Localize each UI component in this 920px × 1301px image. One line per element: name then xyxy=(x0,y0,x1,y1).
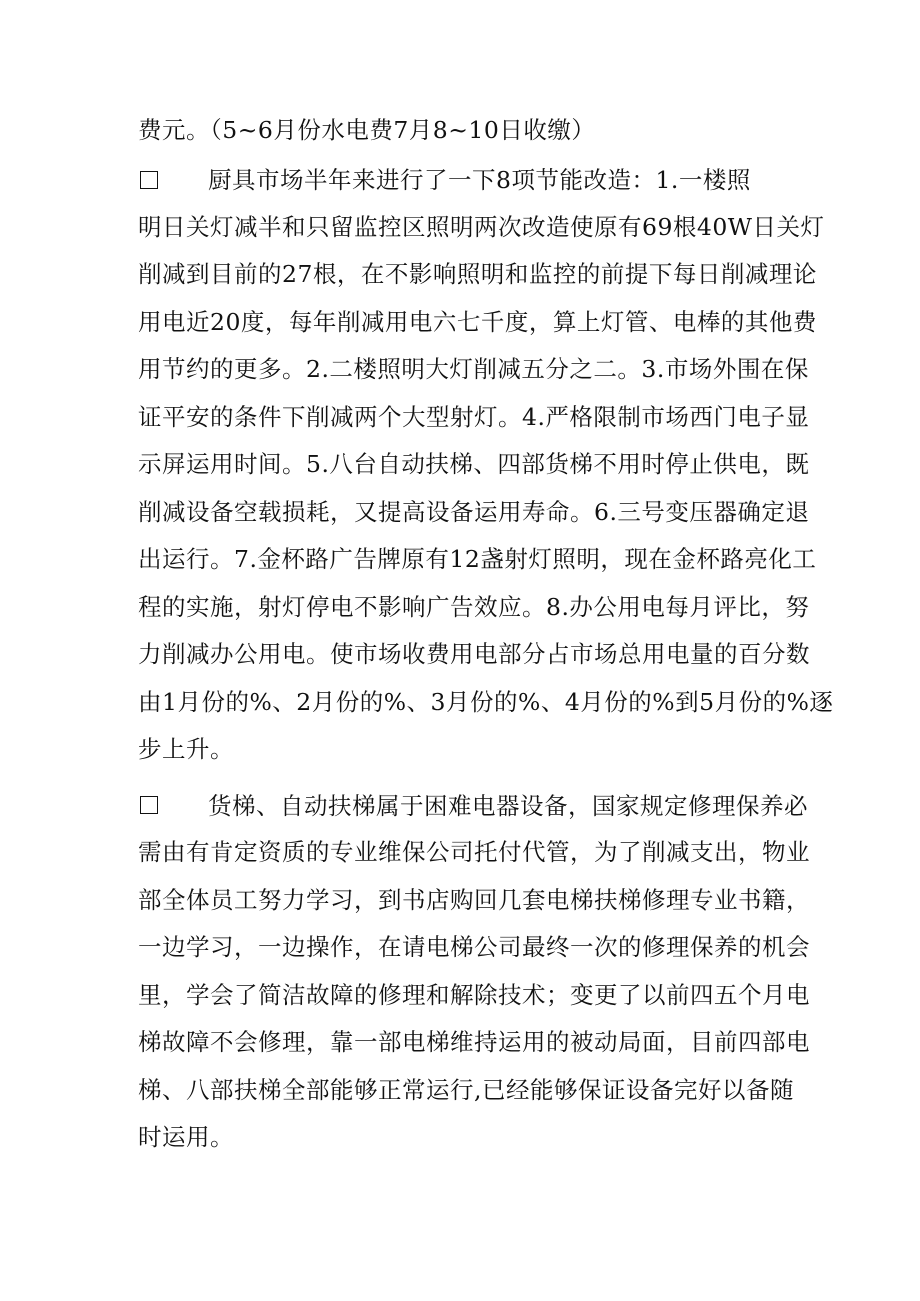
paragraph-2-line: 需由有肯定资质的专业维保公司托付代管，为了削减支出，物业 xyxy=(138,838,810,866)
checkbox-paragraph-1[interactable] xyxy=(140,171,158,189)
paragraph-1-line: 削减设备空载损耗，又提高设备运用寿命。6.三号变压器确定退 xyxy=(138,498,810,526)
paragraph-1-line: 用电近20度，每年削减用电六七千度，算上灯管、电棒的其他费 xyxy=(138,308,817,336)
paragraph-1-line: 削减到目前的27根，在不影响照明和监控的前提下每日削减理论 xyxy=(138,260,817,288)
paragraph-1-line: 明日关灯减半和只留监控区照明两次改造使原有69根40W日关灯 xyxy=(138,213,825,241)
paragraph-2-line: 梯、八部扶梯全部能够正常运行,已经能够保证设备完好以备随 xyxy=(138,1076,794,1104)
checkbox-paragraph-2[interactable] xyxy=(140,796,158,814)
paragraph-1-line: 示屏运用时间。5.八台自动扶梯、四部货梯不用时停止供电，既 xyxy=(138,450,810,478)
paragraph-2-line: 里，学会了简洁故障的修理和解除技术；变更了以前四五个月电 xyxy=(138,981,810,1009)
paragraph-1-line: 用节约的更多。2.二楼照明大灯削减五分之二。3.市场外围在保 xyxy=(138,355,809,383)
paragraph-1-line: 证平安的条件下削减两个大型射灯。4.严格限制市场西门电子显 xyxy=(138,403,810,431)
paragraph-1-first-line: 厨具市场半年来进行了一下8项节能改造：1.一楼照 xyxy=(208,166,751,194)
paragraph-1-line: 力削减办公用电。使市场收费用电部分占市场总用电量的百分数 xyxy=(138,640,810,668)
paragraph-2-first-line: 货梯、自动扶梯属于困难电器设备，国家规定修理保养必 xyxy=(208,792,808,820)
paragraph-2-line: 时运用。 xyxy=(138,1123,234,1151)
paragraph-1-line: 由1月份的%、2月份的%、3月份的%、4月份的%到5月份的%逐 xyxy=(138,688,834,716)
paragraph-2-line: 一边学习，一边操作，在请电梯公司最终一次的修理保养的机会 xyxy=(138,933,810,961)
paragraph-2-line: 部全体员工努力学习，到书店购回几套电梯扶梯修理专业书籍， xyxy=(138,886,810,914)
paragraph-1-line: 程的实施，射灯停电不影响广告效应。8.办公用电每月评比，努 xyxy=(138,593,810,621)
text-line-1: 费元。（5~6月份水电费7月8~10日收缴） xyxy=(138,116,596,144)
paragraph-2-line: 梯故障不会修理，靠一部电梯维持运用的被动局面，目前四部电 xyxy=(138,1028,810,1056)
paragraph-1-line: 步上升。 xyxy=(138,735,234,763)
paragraph-1-line: 出运行。7.金杯路广告牌原有12盏射灯照明，现在金杯路亮化工 xyxy=(138,545,817,573)
